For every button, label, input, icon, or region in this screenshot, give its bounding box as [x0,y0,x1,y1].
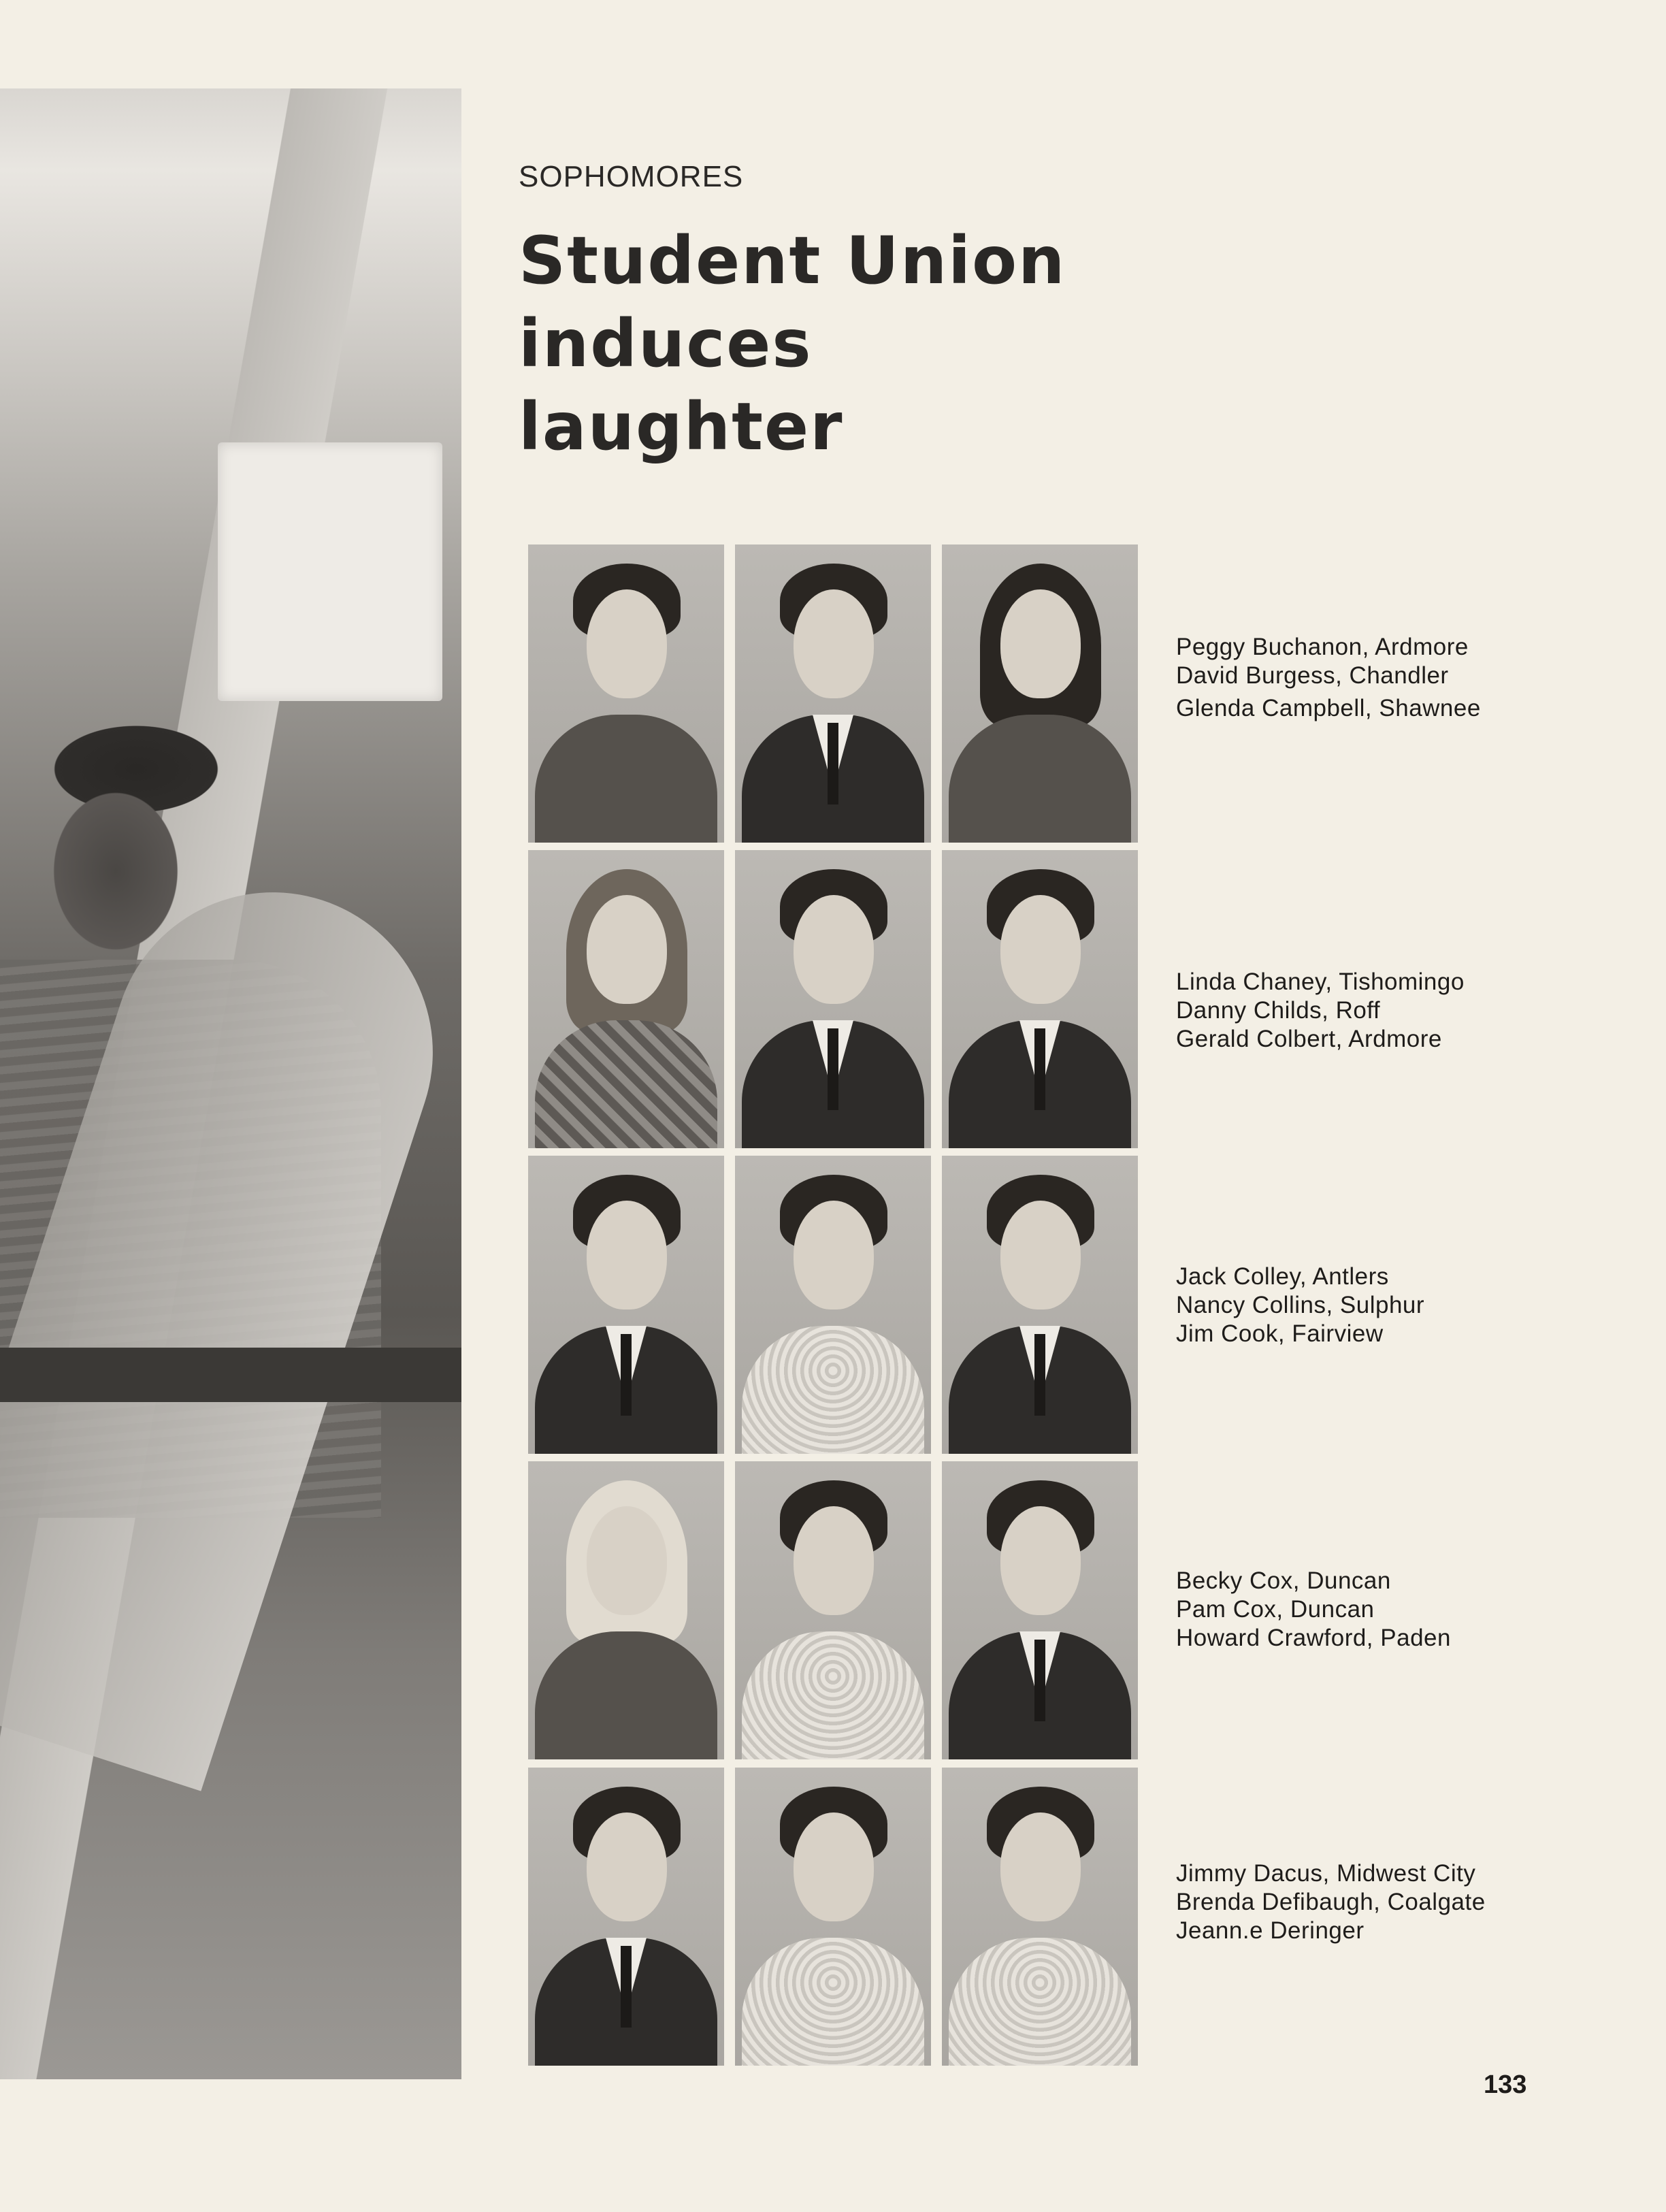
portrait-row-3 [528,1156,1141,1454]
portrait-photo [528,850,724,1148]
portrait-photo [735,850,931,1148]
caption-block-row-4 [1176,1567,1451,1653]
caption-block-row-5 [1176,1859,1486,1945]
caption-block-row-1 [1176,633,1481,723]
portrait-photo [528,1461,724,1759]
caption-name: Howard Crawford, Paden [1176,1625,1451,1651]
portrait-photo [942,1156,1138,1454]
candid-photo-student-laughing [0,88,461,2079]
headline-line: Student Union [519,223,1066,299]
portrait-photo [528,1156,724,1454]
portrait-row-2 [528,850,1141,1148]
photo-background-window [218,442,442,701]
headline-line: laughter [519,389,844,465]
portrait-photo [942,1768,1138,2066]
section-label: SOPHOMORES [519,160,744,193]
caption-name: Pam Cox, Duncan [1176,1596,1375,1623]
caption-name: Nancy Collins, Sulphur [1176,1292,1425,1318]
caption-name: Becky Cox, Duncan [1176,1567,1391,1594]
portrait-photo [528,1768,724,2066]
portrait-photo [735,1461,931,1759]
headline [519,219,1186,468]
portrait-photo [528,544,724,843]
portrait-row-4 [528,1461,1141,1759]
portrait-photo [942,850,1138,1148]
portrait-photo [735,1156,931,1454]
caption-block-row-2 [1176,968,1465,1054]
caption-name: Jeann.e Deringer [1176,1917,1365,1944]
caption-name: Jack Colley, Antlers [1176,1263,1389,1290]
photo-table-edge [0,1348,461,1402]
caption-name: Jim Cook, Fairview [1176,1320,1384,1347]
portrait-photo [942,1461,1138,1759]
caption-name: Linda Chaney, Tishomingo [1176,969,1465,995]
caption-name: Peggy Buchanon, Ardmore [1176,634,1469,660]
caption-name: Glenda Campbell, Shawnee [1176,695,1481,721]
caption-name: Danny Childs, Roff [1176,997,1381,1024]
caption-name: Jimmy Dacus, Midwest City [1176,1860,1476,1887]
page-number: 133 [1484,2070,1527,2099]
portrait-photo [942,544,1138,843]
portrait-row-1 [528,544,1141,843]
caption-block-row-3 [1176,1263,1424,1348]
headline-line: induces [519,306,813,382]
portrait-row-5 [528,1768,1141,2066]
portrait-photo [735,1768,931,2066]
portrait-photo [735,544,931,843]
caption-name: Gerald Colbert, Ardmore [1176,1026,1442,1052]
caption-name: David Burgess, Chandler [1176,662,1449,689]
caption-name: Brenda Defibaugh, Coalgate [1176,1889,1486,1915]
